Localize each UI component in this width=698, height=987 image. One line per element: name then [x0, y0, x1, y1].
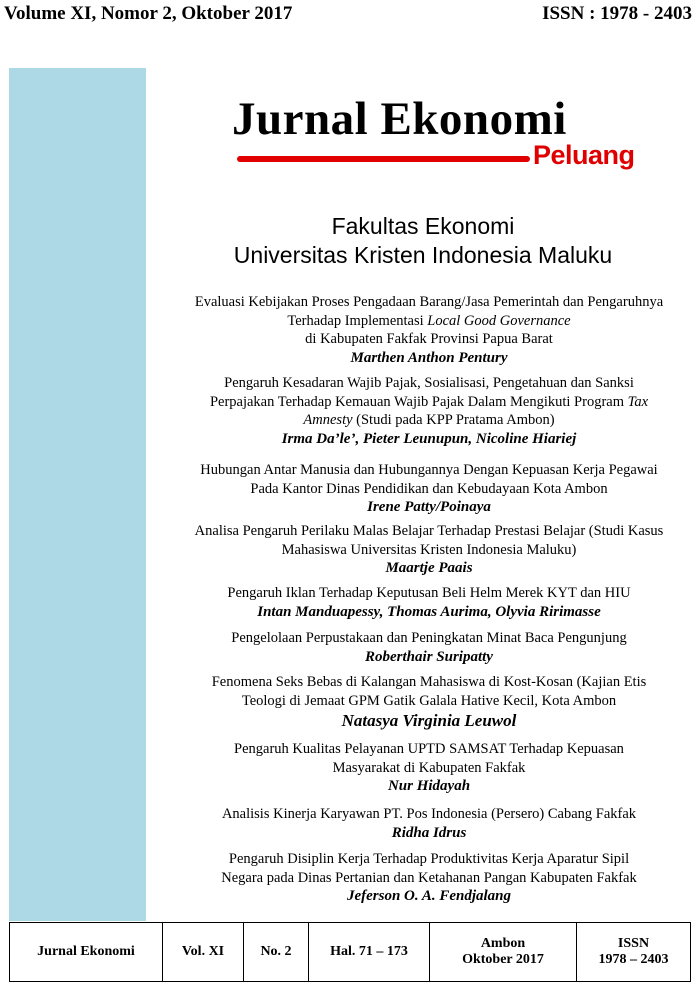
article-title-line — [160, 393, 698, 412]
article-author: Irene Patty/Poinaya — [367, 499, 491, 516]
article-title-line: Masyarakat di Kabupaten Fakfak — [332, 759, 526, 776]
footer-journal-cell — [10, 923, 163, 981]
article-author: Nur Hidayah — [387, 778, 471, 795]
article-author: Maartje Paais — [385, 560, 473, 577]
article-title-segment: (Studi pada KPP Pratama Ambon) — [352, 412, 555, 429]
article-entry — [160, 805, 698, 842]
article-entry — [160, 374, 698, 448]
article-author: Marthen Anthon Pentury — [350, 349, 508, 366]
article-author: Jeferson O. A. Fendjalang — [346, 888, 512, 905]
article-entry — [160, 629, 698, 666]
footer-volume-cell — [163, 923, 244, 981]
article-title-line — [160, 312, 698, 331]
footer-volume: Vol. XI — [181, 944, 225, 959]
volume-issue-header: Volume XI, Nomor 2, Oktober 2017 — [4, 3, 293, 24]
journal-subtitle: Peluang — [533, 140, 635, 170]
article-title-line: Pengaruh Kualitas Pelayanan UPTD SAMSAT Terhadap Kepuasan — [234, 741, 624, 757]
article-entry — [160, 850, 698, 906]
article-title-line: di Kabupaten Fakfak Provinsi Papua Barat — [305, 331, 553, 348]
article-title-line: Evaluasi Kebijakan Proses Pengadaan Barang/Jasa Pemerintah dan Pengaruhnya — [194, 294, 664, 310]
article-title-line: Pengaruh Kesadaran Wajib Pajak, Sosialisasi, Pengetahuan dan Sanksi — [224, 375, 634, 391]
university-name: Universitas Kristen Indonesia Maluku — [233, 242, 613, 268]
footer-pages-cell — [309, 923, 430, 981]
article-title-segment: Perpajakan Terhadap Kemauan Wajib Pajak Dalam Mengikuti Program — [209, 393, 628, 410]
article-title-line: Teologi di Jemaat GPM Gatik Galala Hative Kecil, Kota Ambon — [241, 692, 617, 709]
footer-journal: Jurnal Ekonomi — [37, 944, 135, 959]
article-title-line: Mahasiswa Universitas Kristen Indonesia Maluku) — [281, 541, 577, 558]
article-entry — [160, 293, 698, 367]
article-author: Intan Manduapessy, Thomas Aurima, Olyvia Ririmasse — [257, 603, 601, 620]
article-title-line: Hubungan Antar Manusia dan Hubungannya Dengan Kepuasan Kerja Pegawai — [200, 462, 658, 478]
footer-number: No. 2 — [260, 944, 292, 959]
article-entry — [160, 522, 698, 578]
footer-pages: Hal. 71 – 173 — [330, 944, 408, 959]
article-author: Ridha Idrus — [391, 824, 467, 841]
footer-issn-value: 1978 – 2403 — [598, 952, 669, 967]
title-underline-bar — [237, 156, 530, 162]
article-title-line: Analisa Pengaruh Perilaku Malas Belajar Terhadap Prestasi Belajar (Studi Kasus — [194, 523, 664, 539]
faculty-name: Fakultas Ekonomi — [331, 213, 515, 239]
article-title-line: Fenomena Seks Bebas di Kalangan Mahasiswa di Kost-Kosan (Kajian Etis — [211, 674, 647, 690]
issn-header: ISSN : 1978 - 2403 — [542, 3, 692, 24]
footer-info-table — [9, 922, 691, 982]
footer-city: Ambon — [480, 936, 526, 951]
footer-date: Oktober 2017 — [462, 952, 544, 967]
cover-sidebar-band — [9, 68, 146, 921]
article-title-line: Pada Kantor Dinas Pendidikan dan Kebudayaan Kota Ambon — [250, 480, 608, 497]
article-title-italic-term: Local Good Governance — [427, 312, 571, 329]
article-title-line: Pengelolaan Perpustakaan dan Peningkatan Minat Baca Pengunjung — [231, 630, 627, 646]
article-entry — [160, 461, 698, 517]
article-author: Roberthair Suripatty — [365, 648, 493, 665]
article-title-line: Negara pada Dinas Pertanian dan Ketahanan Pangan Kabupaten Fakfak — [221, 869, 637, 886]
footer-date-cell — [430, 923, 577, 981]
article-entry — [160, 673, 698, 731]
article-title-segment: Terhadap Implementasi — [287, 312, 428, 329]
article-entry — [160, 740, 698, 796]
article-title-line — [160, 411, 698, 430]
article-title-line: Analisis Kinerja Karyawan PT. Pos Indonesia (Persero) Cabang Fakfak — [221, 806, 637, 822]
article-title-line: Pengaruh Iklan Terhadap Keputusan Beli Helm Merek KYT dan HIU — [227, 585, 631, 601]
article-author: Irma Da’le’, Pieter Leunupun, Nicoline Hiariej — [281, 430, 577, 447]
footer-issn-cell — [577, 923, 690, 981]
article-author: Natasya Virginia Leuwol — [341, 711, 517, 731]
article-title-italic-term: Tax — [627, 393, 649, 410]
journal-title: Jurnal Ekonomi — [232, 93, 567, 145]
article-entry — [160, 584, 698, 621]
article-title-italic-term: Amnesty — [303, 412, 353, 429]
footer-number-cell — [244, 923, 309, 981]
faculty-block — [148, 212, 698, 270]
article-title-line: Pengaruh Disiplin Kerja Terhadap Produktivitas Kerja Aparatur Sipil — [228, 851, 630, 867]
footer-issn-label: ISSN — [617, 936, 650, 951]
